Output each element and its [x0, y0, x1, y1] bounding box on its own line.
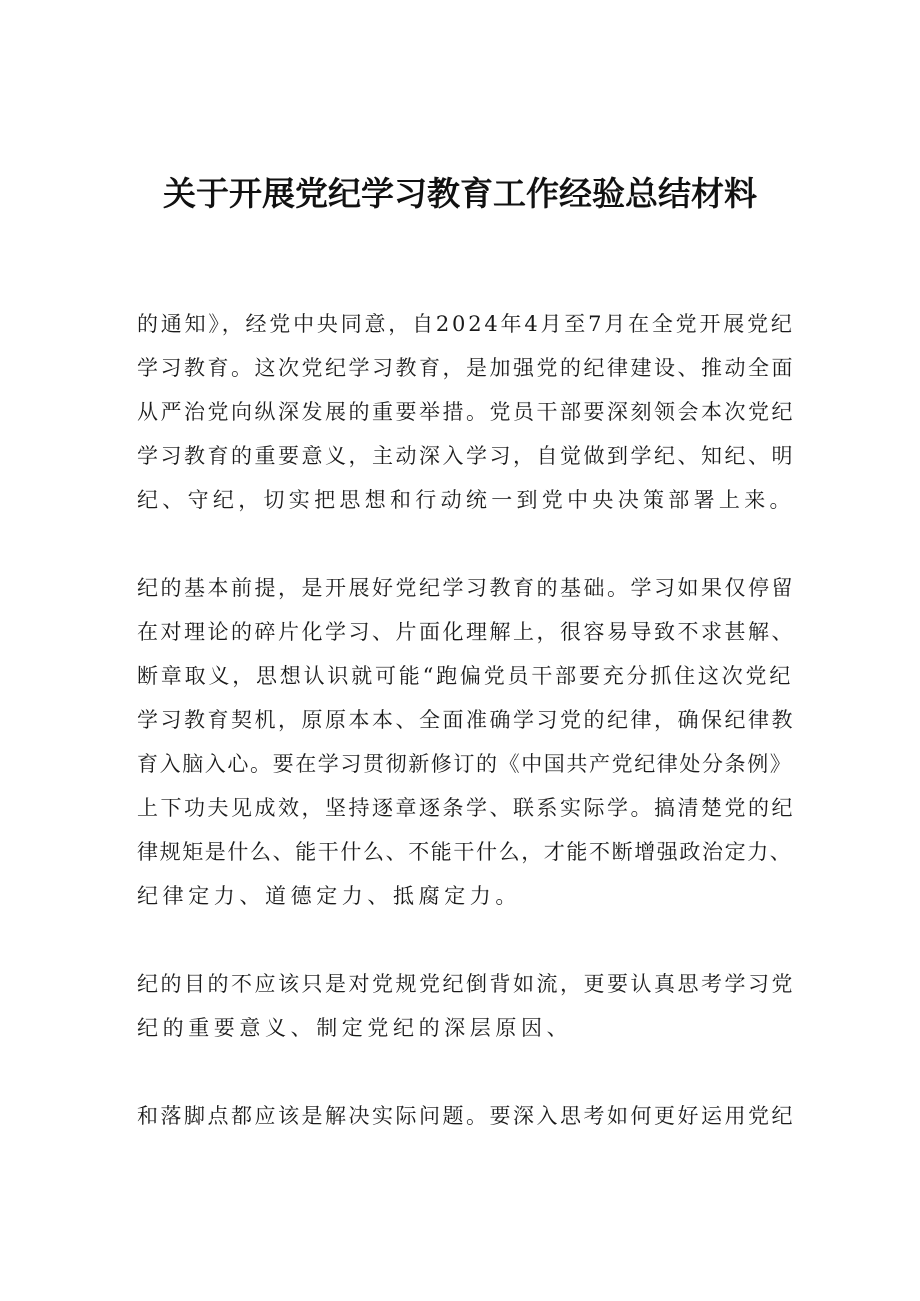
paragraph-1-line-4: 从严治党向纵深发展的重要举措。党员干部要深刻领会本次党纪 — [137, 400, 795, 424]
paragraph-2-line-8: 律规矩是什么、能干什么、不能干什么，才能不断增强政治定力、 — [137, 840, 793, 864]
paragraph-1-line-5: 学习教育的重要意义，主动深入学习，自觉做到学纪、知纪、明 — [137, 444, 795, 468]
document-title: 关于开展党纪学习教育工作经验总结材料 — [163, 174, 757, 213]
paragraph-4-line-2: 和落脚点都应该是解决实际问题。要深入思考如何更好运用党纪 — [137, 1104, 795, 1128]
paragraph-3-line-2: 纪的目的不应该只是对党规党纪倒背如流，更要认真思考学习党 — [137, 972, 795, 996]
paragraph-3-line-3: 纪的重要意义、制定党纪的深层原因、 — [137, 1016, 573, 1040]
paragraph-1-line-3: 学习教育。这次党纪学习教育，是加强党的纪律建设、推动全面 — [137, 356, 795, 380]
paragraph-2-line-5: 学习教育契机，原原本本、全面准确学习党的纪律，确保纪律教 — [137, 708, 795, 732]
paragraph-3-line-1 — [183, 925, 843, 955]
paragraph-1-line-1 — [183, 265, 843, 295]
paragraph-4-line-1 — [160, 1057, 820, 1087]
paragraph-2-line-2: 纪的基本前提，是开展好党纪学习教育的基础。学习如果仅停留 — [137, 576, 795, 600]
paragraph-2-line-3: 在对理论的碎片化学习、片面化理解上，很容易导致不求甚解、 — [137, 620, 795, 644]
paragraph-2-line-7: 上下功夫见成效，坚持逐章逐条学、联系实际学。搞清楚党的纪 — [137, 796, 795, 820]
paragraph-1-line-6: 纪、守纪，切实把思想和行动统一到党中央决策部署上来。 — [137, 488, 795, 512]
paragraph-2-line-4: 断章取义，思想认识就可能“跑偏党员干部要充分抓住这次党纪 — [137, 664, 794, 688]
paragraph-2-line-9: 纪律定力、道德定力、抵腐定力。 — [137, 884, 521, 908]
paragraph-1-line-2: 的通知》，经党中央同意，自2024年4月至7月在全党开展党纪 — [137, 312, 795, 336]
paragraph-2-line-1 — [183, 529, 843, 559]
paragraph-2-line-6: 育入脑入心。要在学习贯彻新修订的《中国共产党纪律处分条例》 — [137, 752, 793, 776]
